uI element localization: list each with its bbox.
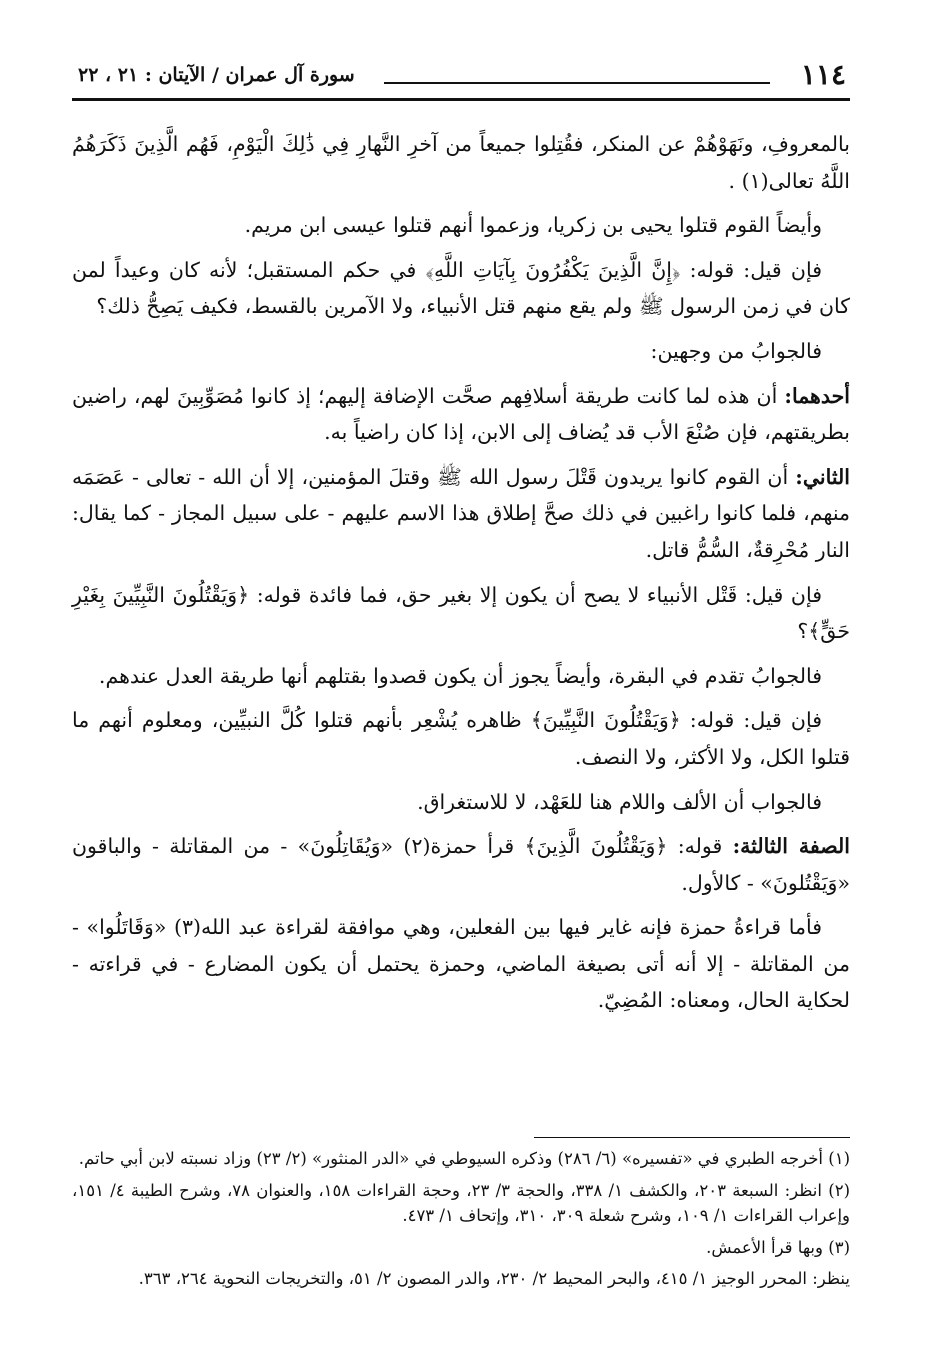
- paragraph-text: فأما قراءةُ حمزة فإنه غاير فيها بين الفعلين، وهي موافقة لقراءة عبد الله(٣) «وَقَاتَلُوا» - من المقاتلة - إلا أنه أتى بصيغة الماضي، وحمزة يحتمل أن يكون المضارع - في قراءته - لحكاية الحال، ومعناه: المُضِيّ.: [72, 915, 850, 1013]
- paragraph-text: بالمعروفِ، ونَهَوْهُمْ عن المنكر، فقُتِلوا جميعاً من آخرِ النَّهارِ فِي ذَٰلِكَ الْيَوْمِ، فَهُم الَّذِينَ ذَكَرَهُمُ اللَّهُ تعالى(١) .: [72, 132, 850, 193]
- paragraph-lead: الثاني:: [795, 464, 850, 489]
- paragraph-lead: أحدهما:: [784, 383, 850, 408]
- paragraph-text: فإن قيل: قوله: ﴿إِنَّ الَّذِينَ يَكْفُرُونَ بِآيَاتِ اللَّهِ﴾ في حكم المستقبل؛ لأنه كان وعيداً لمن كان في زمن الرسول ﷺ ولم يقع منهم قتل الأنبياء، ولا الآمرين بالقسط، فكيف يَصِحُّ ذلك؟: [72, 257, 850, 319]
- paragraph: [72, 252, 850, 325]
- paragraph: [72, 207, 850, 244]
- book-page: [72, 52, 850, 1342]
- header-short-rule: [384, 82, 770, 84]
- footnote: (٣) وبها قرأ الأعمش.: [706, 1237, 850, 1257]
- paragraph-text: فالجواب أن الألف واللام هنا للعَهْد، لا للاستغراق.: [417, 789, 822, 814]
- footnotes: [72, 1146, 850, 1298]
- header-rule: [72, 98, 850, 101]
- main-text: [72, 126, 850, 1027]
- paragraph-text: أن القوم كانوا يريدون قَتْلَ رسول الله ﷺ وقتلَ المؤمنين، إلا أن الله - تعالى - عَصَمَه منهم، فلما كانوا راغبين في ذلك صحَّ إطلاق هذا الاسم عليهم - على سبيل المجاز - كما يقال: النار مُحْرِقةٌ، السُّمُّ قاتل.: [72, 464, 850, 562]
- paragraph: [72, 459, 850, 569]
- paragraph: [72, 702, 850, 775]
- footnote: (٢) انظر: السبعة ٢٠٣، والكشف ١/ ٣٣٨، والحجة ٣/ ٢٣، وحجة القراءات ١٥٨، والعنوان ٧٨، وشرح الطيبة ٤/ ١٥١، وإعراب القراءات ١/ ١٠٩، وشرح شعلة ٣٠٩، ٣١٠، وإتحاف ١/ ٤٧٣.: [72, 1180, 851, 1225]
- paragraph-lead: الصفة الثالثة:: [732, 834, 850, 859]
- paragraph-text: أن هذه لما كانت طريقة أسلافِهم صحَّت الإضافة إليهم؛ إذ كانوا مُصَوِّبِينَ لهم، راضين بطريقتهم، فإن صُنْعَ الأب قد يُضاف إلى الابن، إذا كان راضياً به.: [72, 383, 850, 445]
- paragraph-text: قوله: ﴿وَيَقْتُلُونَ الَّذِينَ﴾ قرأ حمزة(٢) «وَيُقَاتِلُونَ» - من المقاتلة - والباقون «وَيَقْتُلونَ» - كالأول.: [72, 834, 850, 895]
- footnote: (١) أخرجه الطبري في «تفسيره» (٦/ ٢٨٦) وذكره السيوطي في «الدر المنثور» (٢/ ٢٣) وزاد نسبته لابن أبي حاتم.: [78, 1149, 850, 1168]
- footnote: ينظر: المحرر الوجيز ١/ ٤١٥، والبحر المحيط ٢/ ٢٣٠، والدر المصون ٢/ ٥١، والتخريجات النحوية ٢٦٤، ٣٦٣.: [138, 1269, 850, 1288]
- paragraph: [72, 126, 850, 199]
- paragraph-text: فالجوابُ من وجهين:: [650, 338, 822, 363]
- running-title: سورة آل عمران / الآيتان : ٢١ ، ٢٢: [78, 64, 355, 86]
- paragraph-text: فالجوابُ تقدم في البقرة، وأيضاً يجوز أن يكون قصدوا بقتلهم أنها طريقة العدل عندهم.: [98, 663, 822, 688]
- paragraph: [72, 577, 850, 650]
- paragraph: [72, 658, 850, 695]
- paragraph: [72, 333, 850, 370]
- footnote-separator: [534, 1137, 850, 1138]
- page-header: [72, 58, 850, 94]
- paragraph-text: فإن قيل: قوله: ﴿وَيَقْتُلُونَ النَّبِيِّينَ﴾ ظاهره يُشْعِر بأنهم قتلوا كُلَّ النبيِّين، ومعلوم أنهم ما قتلوا الكل، ولا الأكثر، ولا النصف.: [72, 708, 850, 769]
- paragraph: [72, 828, 850, 901]
- paragraph: [72, 784, 850, 821]
- paragraph: [72, 378, 850, 451]
- paragraph: [72, 909, 850, 1019]
- paragraph-text: وأيضاً القوم قتلوا يحيى بن زكريا، وزعموا أنهم قتلوا عيسى ابن مريم.: [244, 213, 822, 238]
- paragraph-text: فإن قيل: قَتْل الأنبياء لا يصح أن يكون إلا بغير حق، فما فائدة قوله: ﴿وَيَقْتُلُونَ النَّبِيِّينَ بِغَيْرِ حَقٍّ﴾؟: [72, 582, 850, 644]
- page-number: ١١٤: [800, 58, 846, 91]
